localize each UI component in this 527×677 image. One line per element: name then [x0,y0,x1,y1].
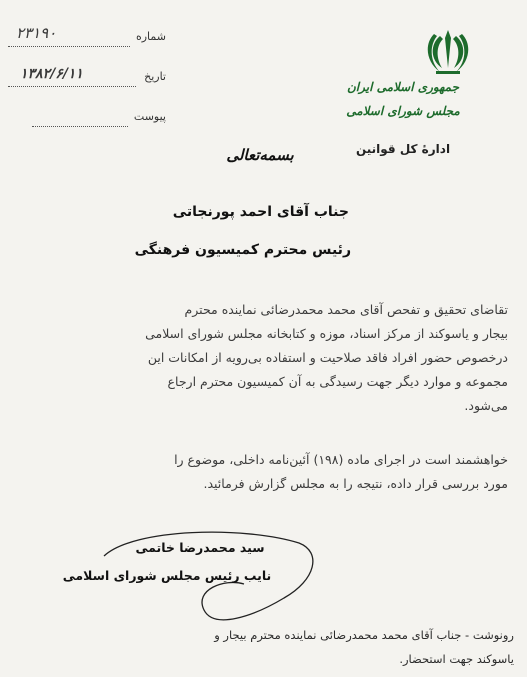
body-paragraph-2 [22,448,508,496]
department-name: ادارهٔ کل قوانین [355,142,451,156]
addressee-title: رئیس محترم کمیسیون فرهنگی [134,242,351,258]
body-line: تقاضای تحقیق و تفحص آقای محمد محمدرضائی نماینده محترم [184,302,508,317]
invocation: بسمه‌تعالی [226,146,294,164]
attachment-field [8,108,168,128]
body-line: درخصوص حضور افراد فاقد صلاحیت و استفاده بی‌رویه از امکانات این [147,350,508,365]
number-label: شماره [135,30,166,43]
signatory-name: سید محمدرضا خاتمی [135,540,265,555]
date-field [8,68,168,88]
attachment-line [32,112,128,127]
body-line: می‌شود. [464,398,508,413]
body-line: بیجار و یاسوکند از مرکز اسناد، موزه و کتابخانه مجلس شورای اسلامی [145,326,508,341]
body-paragraph-1 [22,298,508,418]
org-line-2: مجلس شورای اسلامی [346,104,460,118]
attachment-label: پیوست [133,110,166,123]
org-line-1: جمهوری اسلامی ایران [346,80,460,94]
signatory-title: نایب رئیس مجلس شورای اسلامی [62,568,272,583]
date-value: ۱۳۸۲/۶/۱۱ [20,66,83,82]
cc-line-1: رونوشت - جناب آقای محمد محمدرضائی نماینده محترم بیجار و [214,628,514,642]
addressee-name: جناب آقای احمد پورنجاتی [172,204,349,220]
body-line: خواهشمند است در اجرای ماده (۱۹۸) آئین‌نامه داخلی، موضوع را [174,452,508,467]
number-value: ۲۳۱۹۰ [16,24,57,42]
iran-emblem-icon [426,28,470,76]
body-line: مجموعه و موارد دیگر جهت رسیدگی به آن کمیسیون محترم ارجاع [167,374,508,389]
cc-line-2: یاسوکند جهت استحضار. [399,652,514,666]
date-label: تاریخ [144,70,166,83]
number-field [8,24,168,48]
body-line: مورد بررسی قرار داده، نتیجه را به مجلس گزارش فرمائید. [203,476,508,491]
